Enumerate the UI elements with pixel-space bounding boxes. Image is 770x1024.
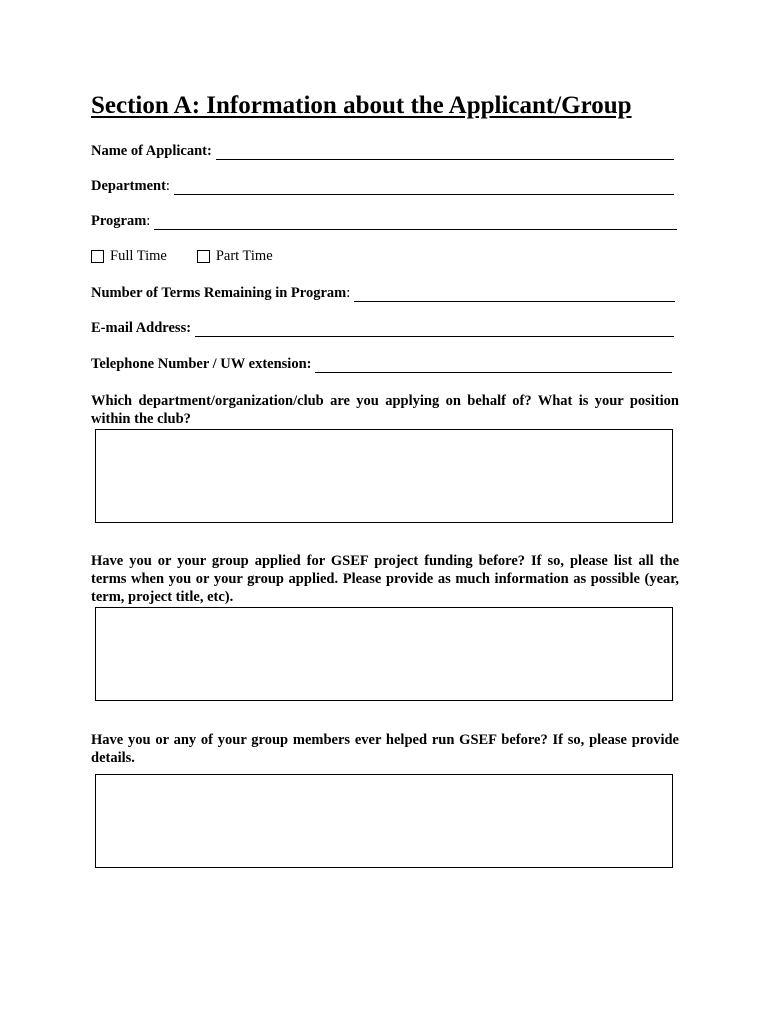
telephone-field-row bbox=[91, 356, 672, 373]
department-label-colon: : bbox=[165, 178, 170, 194]
full-time-checkbox[interactable] bbox=[91, 250, 104, 263]
question-previous-funding: Have you or your group applied for GSEF project funding before? If so, please list all the terms when you or your group applied. Please provide as much information as possible (year, term, project title, etc). bbox=[91, 553, 679, 605]
part-time-checkbox[interactable] bbox=[197, 250, 210, 263]
name-field-row bbox=[91, 143, 674, 160]
program-input-line[interactable] bbox=[154, 217, 677, 230]
program-field-row bbox=[91, 213, 677, 230]
terms-remaining-input-line[interactable] bbox=[354, 289, 675, 302]
program-label-colon: : bbox=[146, 213, 151, 229]
question-club-position: Which department/organization/club are you applying on behalf of? What is your position within the club? bbox=[91, 393, 679, 427]
department-field-row bbox=[91, 178, 674, 195]
full-time-option[interactable] bbox=[91, 248, 167, 265]
part-time-label: Part Time bbox=[215, 248, 273, 264]
terms-remaining-label: Number of Terms Remaining in Program bbox=[91, 285, 347, 301]
section-title: Section A: Information about the Applicant/Group bbox=[91, 92, 632, 119]
department-input-line[interactable] bbox=[174, 182, 674, 195]
terms-remaining-label-colon: : bbox=[346, 285, 351, 301]
part-time-option[interactable] bbox=[197, 248, 273, 265]
email-field-row bbox=[91, 320, 674, 337]
program-label: Program bbox=[91, 213, 147, 229]
email-label: E-mail Address: bbox=[91, 320, 192, 336]
answer-box-club-position[interactable] bbox=[95, 429, 673, 523]
name-label: Name of Applicant: bbox=[91, 143, 212, 159]
answer-box-helped-run-gsef[interactable] bbox=[95, 774, 673, 868]
question-helped-run-gsef: Have you or any of your group members ever helped run GSEF before? If so, please provide details. bbox=[91, 732, 679, 766]
terms-remaining-field-row bbox=[91, 285, 675, 302]
telephone-input-line[interactable] bbox=[315, 360, 672, 373]
email-input-line[interactable] bbox=[195, 324, 674, 337]
department-label: Department bbox=[91, 178, 166, 194]
enrollment-options bbox=[91, 248, 273, 265]
name-input-line[interactable] bbox=[216, 147, 674, 160]
telephone-label: Telephone Number / UW extension: bbox=[91, 356, 312, 372]
answer-box-previous-funding[interactable] bbox=[95, 607, 673, 701]
full-time-label: Full Time bbox=[110, 248, 167, 264]
